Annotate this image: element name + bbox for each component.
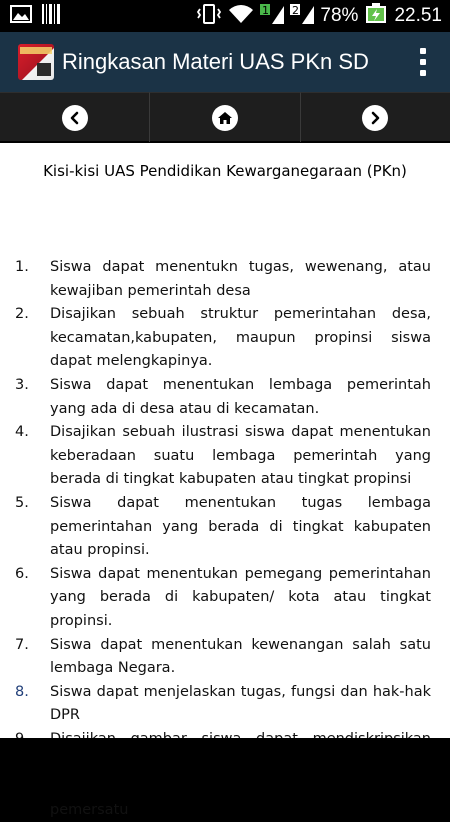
- sim2-label: 2: [292, 4, 300, 17]
- list-item: [0, 256, 450, 303]
- home-button[interactable]: [150, 92, 300, 142]
- document-title: Kisi-kisi UAS Pendidikan Kewarganegaraan (PKn): [43, 162, 407, 180]
- item-text: Siswa dapat menentukn tugas, wewenang, atau kewajiban pemerintah desa: [50, 259, 431, 299]
- sim1-label: 1: [262, 4, 270, 17]
- app-logo[interactable]: [18, 44, 54, 80]
- navigation-bar: [0, 92, 450, 142]
- item-number: 1.: [15, 259, 29, 275]
- signal-icon: [260, 3, 284, 29]
- list-item: [0, 634, 450, 681]
- list-item: [0, 303, 450, 374]
- item-text: Siswa dapat menentukan kewenangan salah satu lembaga Negara.: [50, 636, 431, 677]
- item-text: pemersatu: [50, 801, 129, 818]
- next-button[interactable]: [301, 92, 450, 142]
- app-bar: [0, 32, 450, 92]
- item-text: Disajikan sebuah struktur pemerintahan desa, kecamatan,kabupaten, maupun propinsi siswa dapat melengkapinya.: [50, 306, 431, 370]
- item-number: 8.: [15, 683, 29, 700]
- wifi-icon: [228, 4, 254, 28]
- item-number: 3.: [15, 376, 29, 393]
- item-number: 2.: [15, 306, 29, 323]
- document-view[interactable]: [0, 143, 450, 818]
- item-text: Siswa dapat menentukan pemegang pemerintahan yang berada di kabupaten/ kota atau tingkat propinsi.: [50, 565, 431, 629]
- signal-icon: [290, 3, 314, 29]
- app-title: Ringkasan Materi UAS PKn SD: [62, 49, 369, 74]
- list-item: [0, 421, 450, 492]
- item-text: Disajikan sebuah ilustrasi siswa dapat menentukan keberadaan suatu lembaga pemerintah yang berada di tingkat kabupaten atau tingkat propinsi: [50, 424, 431, 488]
- barcode-icon: [42, 4, 60, 28]
- clock: 22.51: [394, 5, 442, 26]
- list-item: [0, 374, 450, 421]
- vibrate-icon: [196, 4, 222, 28]
- previous-button[interactable]: [0, 92, 150, 142]
- item-text: Siswa dapat menentukan lembaga pemerintah yang ada di desa atau di kecamatan.: [50, 376, 431, 417]
- item-number: 6.: [15, 565, 29, 582]
- item-number: 7.: [15, 636, 29, 653]
- list-item: [0, 681, 450, 728]
- bottom-area: [0, 738, 450, 800]
- item-number: 5.: [15, 494, 29, 511]
- item-number: 4.: [15, 424, 29, 441]
- chevron-left-icon: [62, 105, 88, 131]
- overflow-menu-icon[interactable]: [408, 42, 438, 82]
- chevron-right-icon: [362, 105, 388, 131]
- status-bar: [0, 0, 450, 32]
- list-item: [0, 492, 450, 563]
- image-icon: [10, 5, 32, 27]
- item-text: Siswa dapat menentukan tugas lembaga pemerintahan yang berada di tingkat kabupaten atau propinsi.: [50, 494, 431, 559]
- home-icon: [212, 105, 238, 131]
- battery-charging-icon: [364, 3, 388, 29]
- item-text: Siswa dapat menjelaskan tugas, fungsi dan hak-hak DPR: [50, 683, 431, 724]
- battery-percent: 78%: [320, 5, 359, 26]
- list-item: [0, 563, 450, 634]
